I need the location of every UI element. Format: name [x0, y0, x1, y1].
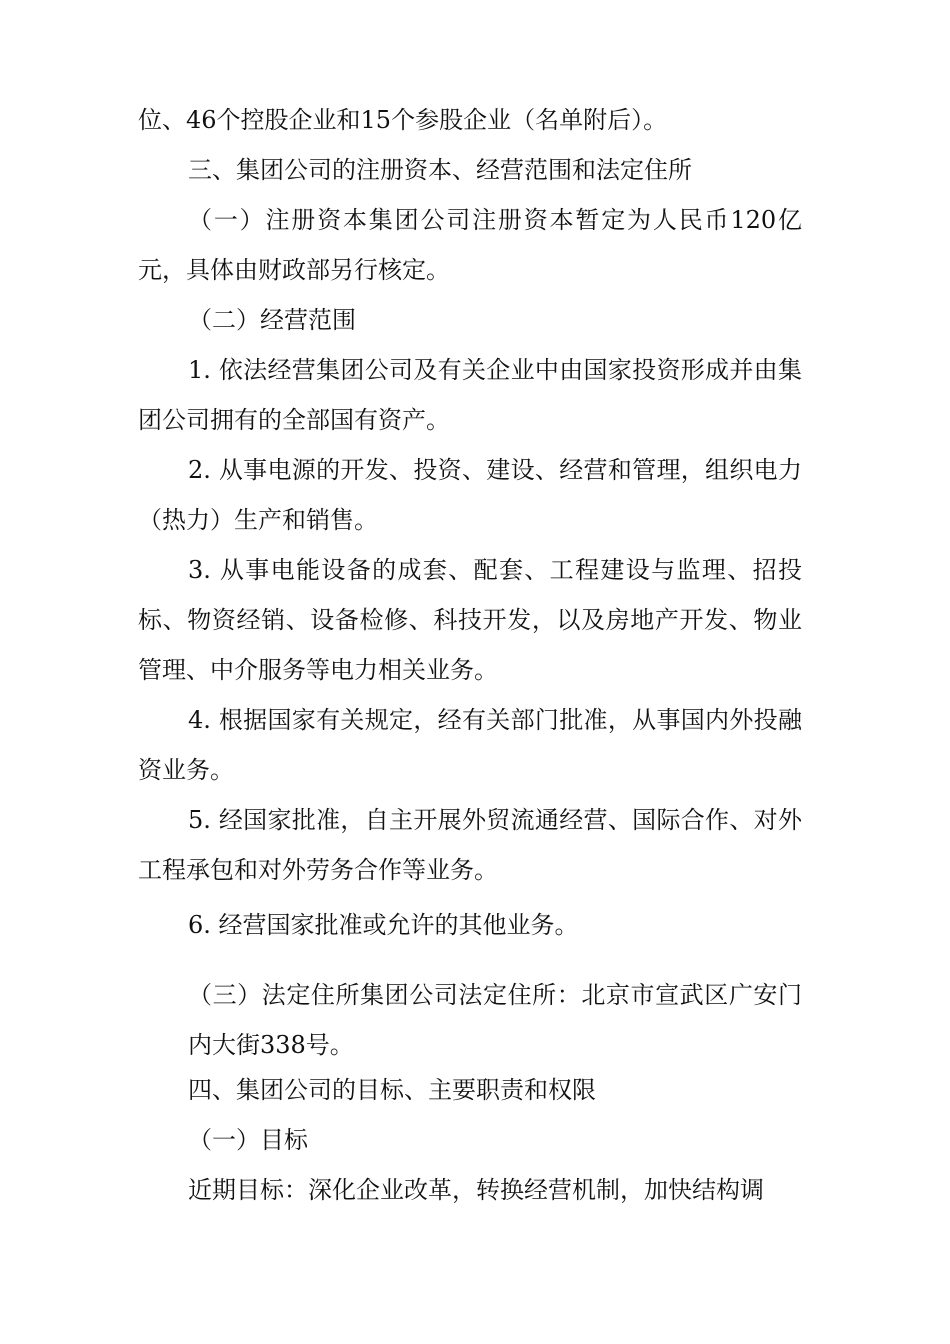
- paragraph-legal-address: （三）法定住所集团公司法定住所：北京市宣武区广安门内大街338号。: [188, 981, 802, 1059]
- list-item-4: 4. 根据国家有关规定，经有关部门批准，从事国内外投融资业务。: [138, 706, 802, 784]
- list-item-5: 5. 经国家批准，自主开展外贸流通经营、国际合作、对外工程承包和对外劳务合作等业务。: [138, 806, 802, 884]
- paragraph-enterprise-list: 位、46个控股企业和15个参股企业（名单附后）。: [138, 106, 668, 134]
- list-item-6: 6. 经营国家批准或允许的其他业务。: [188, 911, 579, 939]
- list-item-3: 3. 从事电能设备的成套、配套、工程建设与监理、招投标、物资经销、设备检修、科技开发，以及房地产开发、物业管理、中介服务等电力相关业务。: [138, 556, 802, 684]
- heading-section-4: 四、集团公司的目标、主要职责和权限: [188, 1076, 596, 1104]
- heading-business-scope: （二）经营范围: [188, 306, 356, 334]
- heading-objectives: （一）目标: [188, 1126, 308, 1154]
- paragraph-near-term-goal: 近期目标：深化企业改革，转换经营机制，加快结构调: [188, 1176, 764, 1204]
- heading-section-3: 三、集团公司的注册资本、经营范围和法定住所: [188, 156, 692, 184]
- list-item-1: 1. 依法经营集团公司及有关企业中由国家投资形成并由集团公司拥有的全部国有资产。: [138, 356, 802, 434]
- paragraph-registered-capital: （一）注册资本集团公司注册资本暂定为人民币120亿元，具体由财政部另行核定。: [138, 206, 802, 284]
- list-item-2: 2. 从事电源的开发、投资、建设、经营和管理，组织电力（热力）生产和销售。: [138, 456, 802, 534]
